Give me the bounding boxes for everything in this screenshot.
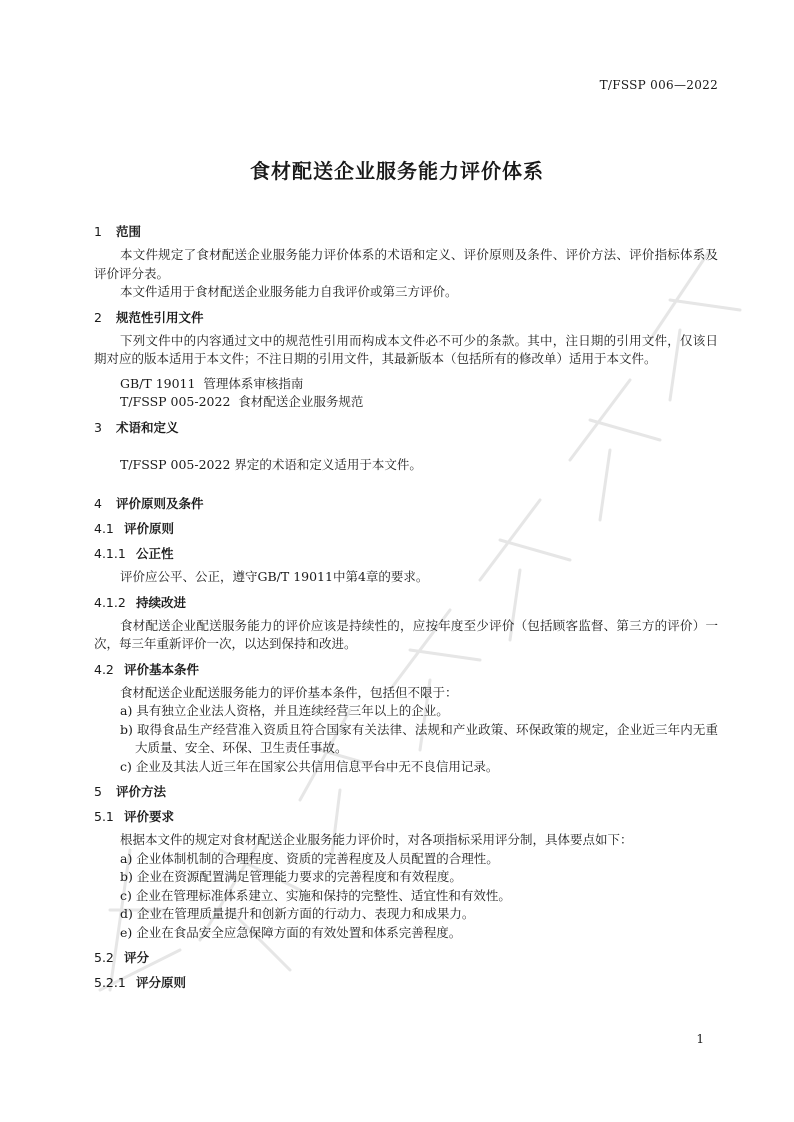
- paragraph: 食材配送企业配送服务能力的评价应该是持续性的，应按年度至少评价（包括顾客监督、第三方的评价）一次，每三年重新评价一次，以达到保持和改进。: [94, 617, 718, 651]
- list-item: c) 企业及其法人近三年在国家公共信用信息平台中无不良信用记录。: [120, 758, 499, 774]
- document-number: T/FSSP 006—2022: [599, 78, 718, 92]
- list-item: b) 企业在资源配置满足管理能力要求的完善程度和有效程度。: [120, 869, 462, 884]
- subsection-heading-4-2: [94, 661, 718, 679]
- section-heading-3: [94, 419, 718, 437]
- subsection-heading-5-2: [94, 949, 718, 967]
- paragraph: 根据本文件的规定对食材配送企业服务能力评价时，对各项指标采用评分制，具体要点如下：: [120, 832, 633, 847]
- document-title: 食材配送企业服务能力评价体系: [250, 159, 544, 183]
- section-title: 评分原则: [136, 975, 187, 990]
- subsection-heading-4-1-2: [94, 594, 718, 612]
- section-title: 评价原则: [124, 521, 175, 536]
- section-number: 2: [94, 309, 102, 325]
- paragraph: 食材配送企业配送服务能力的评价基本条件，包括但不限于：: [120, 684, 458, 700]
- list-item: e) 企业在食品安全应急保障方面的有效处置和体系完善程度。: [120, 924, 462, 940]
- page-number: 1: [696, 1032, 704, 1046]
- section-title: 公正性: [136, 546, 174, 561]
- section-title: 规范性引用文件: [116, 309, 204, 325]
- section-number: 1: [94, 224, 102, 239]
- section-number: 5.1: [94, 809, 114, 824]
- subsection-heading-4-1: [94, 520, 718, 538]
- normative-reference: GB/T 19011 管理体系审核指南: [120, 375, 304, 391]
- section-number: 5: [94, 784, 102, 799]
- section-number: 3: [94, 419, 102, 435]
- subsection-heading-5-2-1: [94, 974, 718, 992]
- paragraph: 本文件适用于食材配送企业服务能力自我评价或第三方评价。: [120, 284, 458, 299]
- paragraph: 评价应公平、公正，遵守GB/T 19011中第4章的要求。: [120, 569, 429, 584]
- section-title: 持续改进: [136, 594, 187, 610]
- list-item: a) 具有独立企业法人资格，并且连续经营三年以上的企业。: [120, 703, 449, 718]
- section-heading-1: [94, 223, 718, 241]
- paragraph: 下列文件中的内容通过文中的规范性引用而构成本文件必不可少的条款。其中，注日期的引用文件，仅该日期对应的版本适用于本文件；不注日期的引用文件，其最新版本（包括所有的修改单）适用于本文件。: [94, 332, 718, 366]
- section-title: 范围: [116, 224, 142, 239]
- document-body: [94, 216, 718, 997]
- subsection-heading-5-1: [94, 808, 718, 826]
- list-item: b) 取得食品生产经营准入资质且符合国家有关法律、法规和产业政策、环保政策的规定，企业近三年内无重大质量、安全、环保、卫生责任事故。: [120, 721, 718, 755]
- list-item: c) 企业在管理标准体系建立、实施和保持的完整性、适宜性和有效性。: [120, 887, 511, 903]
- paragraph: 本文件规定了食材配送企业服务能力评价体系的术语和定义、评价原则及条件、评价方法、评价指标体系及评价评分表。: [94, 247, 718, 281]
- paragraph: T/FSSP 005-2022 界定的术语和定义适用于本文件。: [120, 456, 422, 472]
- section-number: 4.1: [94, 521, 114, 536]
- section-title: 评价要求: [124, 809, 175, 824]
- section-title: 术语和定义: [116, 419, 179, 435]
- section-number: 5.2: [94, 950, 114, 965]
- list-item: a) 企业体制机制的合理程度、资质的完善程度及人员配置的合理性。: [120, 850, 499, 866]
- normative-reference: T/FSSP 005-2022 食材配送企业服务规范: [120, 394, 364, 409]
- section-title: 评价方法: [116, 784, 167, 799]
- section-number: 4.1.1: [94, 546, 126, 561]
- section-heading-4: [94, 495, 718, 513]
- section-title: 评价基本条件: [124, 661, 200, 677]
- section-number: 4.1.2: [94, 594, 126, 610]
- list-item: d) 企业在管理质量提升和创新方面的行动力、表现力和成果力。: [120, 906, 475, 921]
- section-heading-2: [94, 309, 718, 327]
- section-number: 4.2: [94, 661, 114, 677]
- section-title: 评分: [124, 950, 150, 965]
- section-number: 5.2.1: [94, 975, 126, 990]
- subsection-heading-4-1-1: [94, 545, 718, 563]
- section-number: 4: [94, 496, 102, 511]
- section-title: 评价原则及条件: [116, 496, 204, 511]
- section-heading-5: [94, 783, 718, 801]
